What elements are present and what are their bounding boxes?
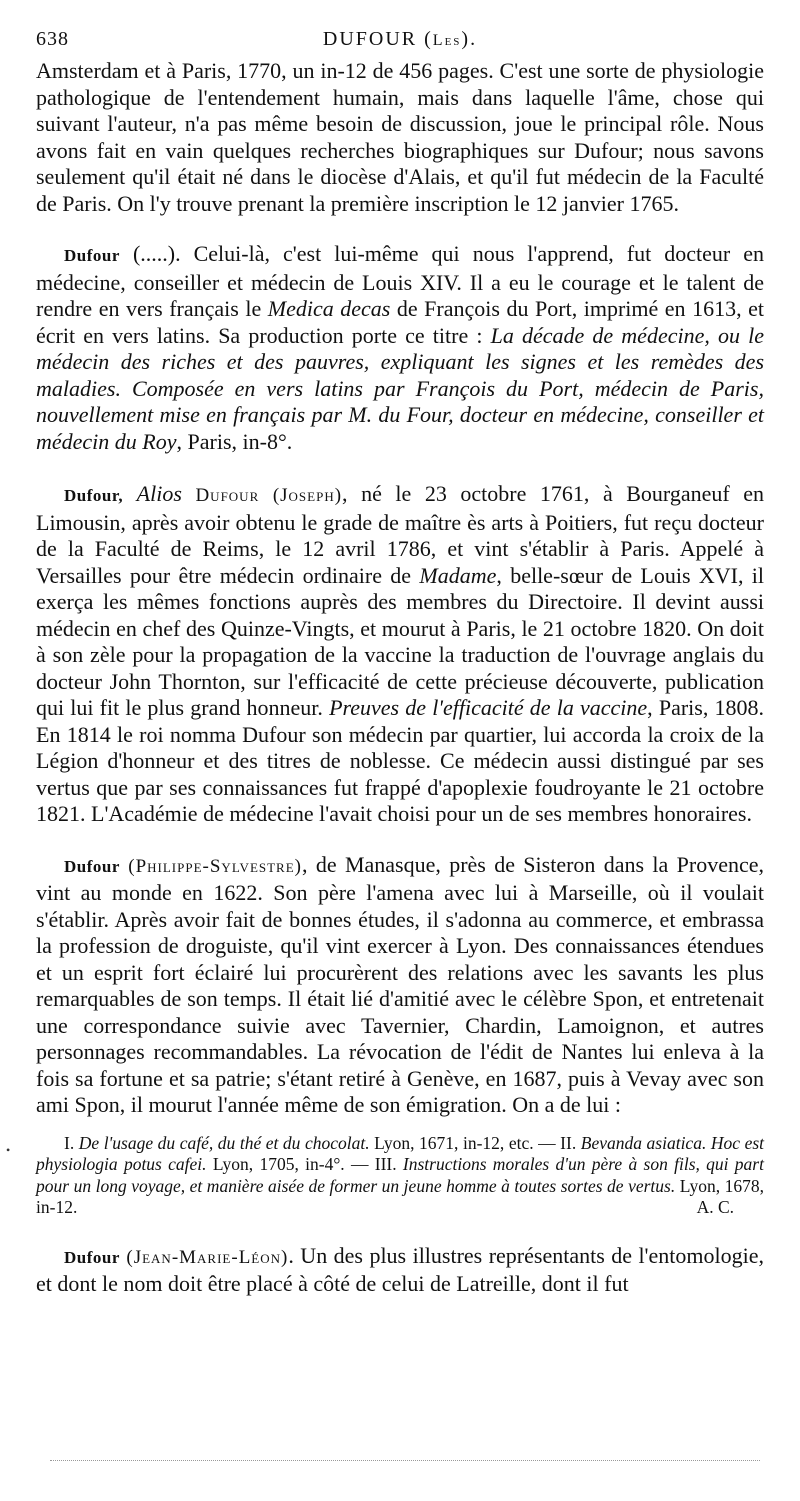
entry-dufour-jean-marie-leon [36,1243,764,1298]
works-numeral: I. [64,1132,79,1153]
entry-name: Dufour, [64,486,124,505]
work-title: De l'usage du café, du thé et du chocolat. [78,1132,370,1153]
entry-title-italic: Preuves de l'efficacité de la vaccine [329,695,648,720]
entry-text: , Paris, 1808. En 1814 le roi nomma Dufour son médecin par quartier, lui accorda la croix de la Légion d'honneur et des titres de noblesse. Ce médecin aussi distingué par ses vertus que par ses connaissances fut frappé d'apoplexie foudroyante le 21 octobre 1821. L'Académie de médecine l'avait choisi pour un de ses membres honoraires. [36,695,764,826]
work-title: Bevanda asiatica. Hoc est physiologia potus cafei. [36,1132,765,1174]
entry-text: , né le 23 octobre 1761, à Bourganeuf en Limousin, après avoir obtenu le grade de maître ès arts à Poitiers, fut reçu docteur de la Faculté de Reims, le 12 avril 1786, et vint s'établir à Paris. Appelé à Versailles pour être médecin ordinaire de [36,481,765,588]
entry-alias-italic: Alios [136,481,182,506]
entry-title-italic: Medica decas [267,296,391,321]
author-signature: A. C. [696,1197,734,1217]
works-list [36,1133,764,1219]
running-head-end: ). [461,28,478,50]
work-details: Lyon, 1678, in-12. [36,1175,764,1217]
entry-text: . Un des plus illustres représentants de l'entomologie, et dont le nom doit être placé à côté de celui de Latreille, dont il fut [36,1242,764,1296]
running-head-small-caps: Les [432,32,462,49]
entry-name: Dufour [64,246,120,265]
entry-continuation: Amsterdam et à Paris, 1770, un in-12 de 456 pages. C'est une sorte de physiologie pathologique de l'entendement humain, mais dans laquelle l'âme, chose qui suivant l'auteur, n'a pas même besoin de discussion, joue le principal rôle. Nous avons fait en vain quelques recherches biographiques sur Dufour; nous savons seulement qu'il était né dans le diocèse d'Alais, et qu'il fut médecin de la Faculté de Paris. On l'y trouve prenant la première inscription le 12 janvier 1765. [36,58,764,216]
work-title: Instructions morales d'un père à son fils, qui part pour un long voyage, et manière aisée de former un jeune homme à toutes sortes de vertus. [36,1154,764,1196]
entry-dufour-philippe-sylvestre [36,852,764,1119]
entry-alias-small-caps: Dufour [195,485,260,506]
work-details: Lyon, 1671, in-12, etc. — II. [369,1132,581,1153]
bottom-rule [50,1460,760,1461]
entry-given-name: (Jean-Marie-Léon) [126,1246,289,1268]
entry-text: (.....). Celui-là, c'est lui-même qui nous l'apprend, fut docteur en médecine, conseiller et médecin de Louis XIV. Il a eu le courage et le talent de rendre en vers français le [36,241,764,321]
page-body [36,58,764,1298]
entry-text: , de Manasque, près de Sisteron dans la Provence, vint au monde en 1622. Son père l'amena avec lui à Marseille, où il voulait s'établir. Après avoir fait de bonnes études, il s'adonna au commerce, et embrassa la profession de droguiste, qu'il vint exercer à Lyon. Des connaissances étendues et un esprit fort éclairé lui procurèrent des relations avec les savants les plus remarquables de son temps. Il était lié d'amitié avec le célèbre Spon, et entretenait une correspondance suivie avec Tavernier, Chardin, Lamoignon, et autres personnages recommandables. La révocation de l'édit de Nantes lui enleva à la fois sa fortune et sa patrie; s'étant retiré à Genève, en 1687, puis à Vevay avec son ami Spon, il mourut l'année même de son émigration. On a de lui : [36,851,764,1117]
entry-title-italic: Madame [419,562,497,588]
page-number: 638 [36,28,69,50]
entry-given-name: (Joseph) [272,485,343,506]
entry-given-name: (Philippe-Sylvestre) [128,855,303,877]
entry-name: Dufour [64,1247,120,1267]
entry-dufour-joseph [36,481,764,828]
print-speck: • [6,1143,11,1157]
work-details: Lyon, 1705, in-4°. — III. [206,1154,403,1174]
works-list-text [36,1133,764,1219]
entry-name: Dufour [64,856,120,876]
running-head [36,28,764,51]
entry-text: , Paris, in-8°. [176,428,293,454]
entry-dufour-anonymous [36,241,764,455]
entry-title-italic: La décade de médecine, ou le médecin des riches et des pauvres, expliquant les signes et les remèdes des maladies. Composée en vers latins par François du Port, médecin de Paris, nouvellement mise en français par M. du Four, docteur en médecine, conseiller et médecin du Roy [36,322,764,454]
page-header [36,28,764,58]
entry-text: de François du Port, imprimé en 1613, et écrit en vers latins. Sa production porte ce titre : [36,296,764,348]
entry-text: , belle-sœur de Louis XVI, il exerça les mêmes fonctions auprès des membres du Directoire. Il devint aussi médecin en chef des Quinze-Vingts, et mourut à Paris, le 21 octobre 1820. On doit à son zèle pour la propagation de la vaccine la traduction de l'ouvrage anglais du docteur John Thornton, sur l'efficacité de cette précieuse découverte, publication qui lui fit le plus grand honneur. [36,562,764,720]
running-head-main: DUFOUR ( [322,28,433,50]
